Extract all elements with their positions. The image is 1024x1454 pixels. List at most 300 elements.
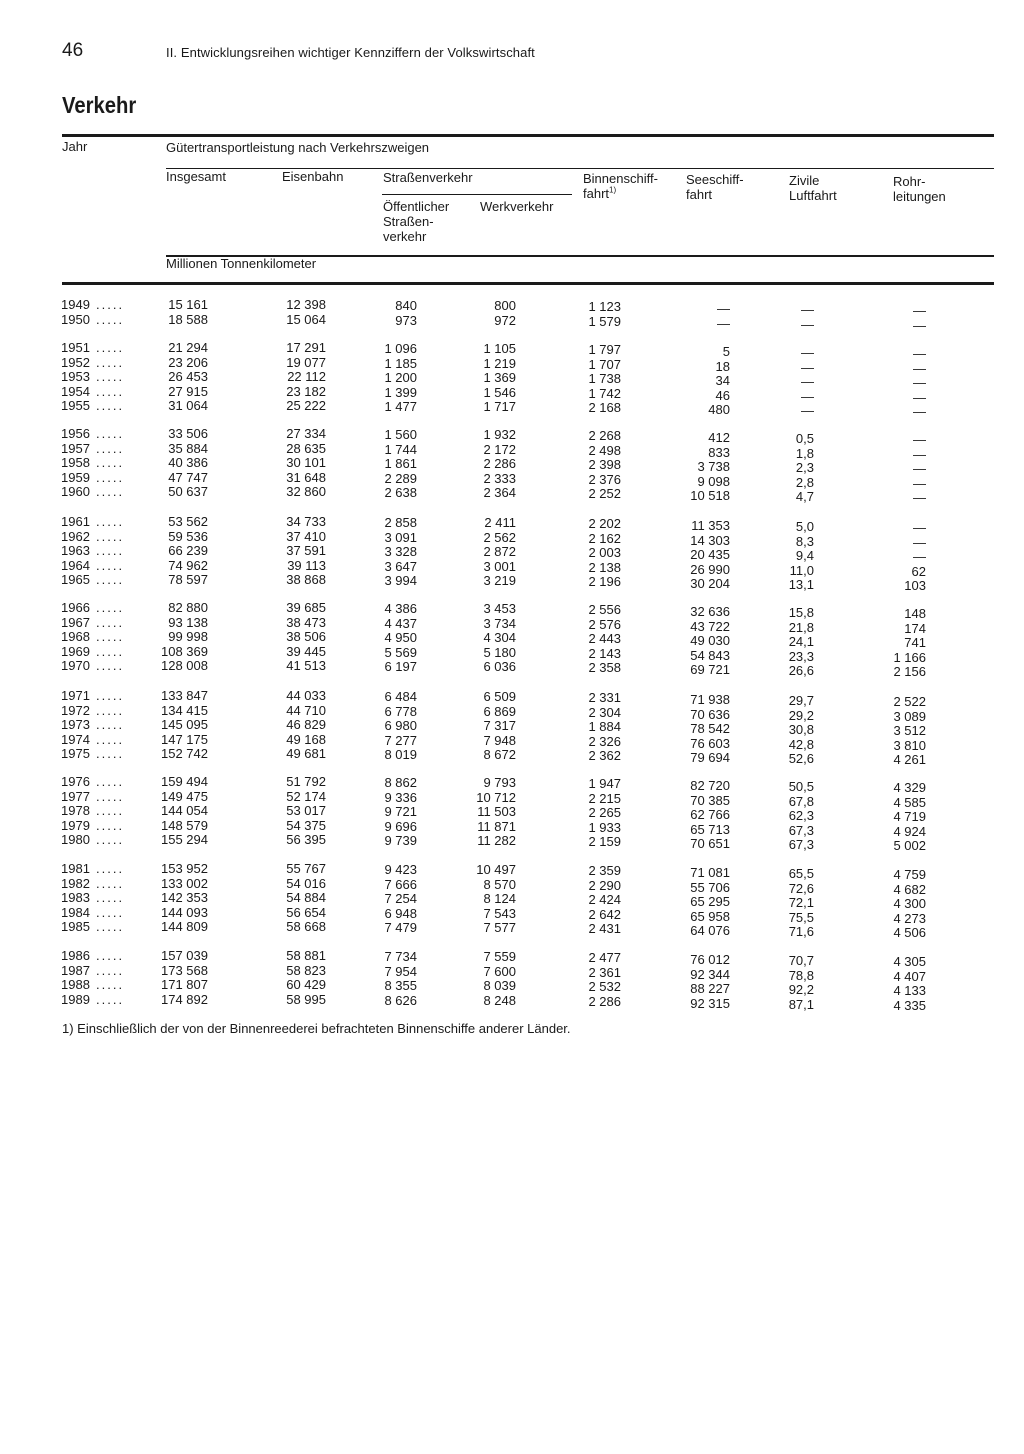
value-cell: 2 156	[893, 664, 926, 679]
value-cell: 1 399	[384, 384, 417, 400]
value-cell: 65,5	[788, 866, 814, 881]
leader-dots: .....	[96, 702, 125, 718]
year-cell: 1962	[61, 528, 90, 544]
footnote: 1) Einschließlich der von der Binnenreederei befrachteten Binnenschiffe anderer Länder.	[62, 1021, 571, 1036]
leader-dots: .....	[96, 629, 125, 644]
year-cell: 1986	[61, 948, 90, 963]
leader-dots: .....	[96, 469, 125, 485]
value-cell: 54 884	[286, 890, 326, 905]
value-cell: 3 328	[384, 544, 417, 559]
value-cell: 58 823	[286, 962, 326, 978]
header-road-works: Werkverkehr	[480, 199, 554, 214]
value-cell: 128 008	[161, 658, 208, 673]
year-cell: 1979	[61, 817, 90, 833]
leader-dots: .....	[96, 774, 125, 789]
value-cell: —	[913, 461, 926, 476]
value-cell: 32 636	[690, 604, 730, 619]
table-row	[0, 340, 1024, 361]
value-cell: 8 019	[384, 747, 417, 762]
value-cell: 43 722	[690, 618, 730, 634]
table-row	[0, 643, 1024, 665]
leader-dots: .....	[96, 731, 125, 747]
value-cell: 93 138	[168, 614, 208, 630]
value-cell: 412	[708, 430, 730, 445]
value-cell: 56 654	[286, 904, 326, 920]
value-cell: —	[801, 403, 814, 418]
value-cell: 70 385	[690, 792, 730, 808]
value-cell: —	[913, 375, 926, 390]
value-cell: 65 958	[690, 908, 730, 924]
table-row	[0, 731, 1024, 753]
value-cell: 58 668	[286, 919, 326, 934]
table-row	[0, 455, 1024, 476]
value-cell: 2 872	[483, 544, 516, 559]
value-cell: 149 475	[161, 788, 208, 804]
value-cell: 152 742	[161, 746, 208, 761]
value-cell: 2,3	[795, 460, 814, 475]
header-year: Jahr	[62, 139, 88, 154]
value-cell: 7 559	[483, 949, 516, 964]
table-row	[0, 948, 1024, 969]
value-cell: 2 443	[588, 631, 621, 646]
leader-dots: .....	[96, 948, 125, 963]
value-cell: 23 206	[168, 354, 208, 370]
value-cell: 1 166	[893, 649, 926, 665]
table-row	[0, 440, 1024, 462]
table-row	[0, 614, 1024, 636]
year-cell: 1953	[61, 369, 90, 384]
value-cell: 2 364	[483, 485, 516, 500]
leader-dots: .....	[96, 557, 125, 573]
header-total: Insgesamt	[166, 169, 226, 184]
year-cell: 1951	[61, 340, 90, 355]
value-cell: 3 734	[483, 615, 516, 631]
value-cell: 6 869	[483, 703, 516, 719]
value-cell: 49 030	[690, 633, 730, 648]
value-cell: 21 294	[168, 340, 208, 355]
value-cell: 133 002	[161, 875, 208, 891]
value-cell: 10 497	[476, 862, 516, 877]
leader-dots: .....	[96, 890, 125, 905]
leader-dots: .....	[96, 688, 125, 703]
section-title: Verkehr	[62, 92, 137, 118]
table-row	[0, 977, 1024, 998]
value-cell: 1 546	[483, 384, 516, 400]
value-cell: 800	[494, 298, 516, 313]
header-road-public-line1: Öffentlicher	[383, 199, 450, 214]
leader-dots: .....	[96, 543, 125, 558]
value-cell: 6 948	[384, 905, 417, 921]
value-cell: 49 168	[286, 731, 326, 747]
value-cell: 11 503	[477, 804, 516, 819]
value-cell: 2 638	[384, 485, 417, 500]
leader-dots: .....	[96, 643, 125, 659]
value-cell: 65 295	[690, 894, 730, 909]
value-cell: 58 881	[286, 948, 326, 963]
value-cell: 15 161	[168, 297, 208, 312]
leader-dots: .....	[96, 340, 125, 355]
value-cell: —	[913, 317, 926, 333]
value-cell: 60 429	[286, 977, 326, 992]
value-cell: 82 720	[690, 778, 730, 793]
value-cell: 39 445	[286, 643, 326, 659]
value-cell: 10 712	[476, 789, 516, 805]
value-cell: 4 950	[384, 630, 417, 645]
value-cell: 174 892	[161, 991, 208, 1007]
value-cell: 2 361	[588, 964, 621, 980]
table-row	[0, 962, 1024, 984]
value-cell: 30,8	[788, 722, 814, 737]
value-cell: 50 637	[168, 484, 208, 499]
value-cell: 9 721	[384, 804, 417, 819]
value-cell: 9,4	[795, 548, 814, 563]
value-cell: —	[913, 404, 926, 419]
table-row	[0, 383, 1024, 405]
table-row	[0, 528, 1024, 550]
table-row	[0, 297, 1024, 318]
year-cell: 1958	[61, 455, 90, 470]
value-cell: 5	[722, 344, 730, 359]
value-cell: 2 196	[588, 574, 621, 589]
value-cell: 2 286	[483, 456, 516, 471]
footnote-mark: 1)	[609, 185, 617, 195]
value-cell: 37 410	[286, 528, 326, 544]
value-cell: 4 305	[893, 954, 926, 969]
leader-dots: .....	[96, 817, 125, 833]
leader-dots: .....	[96, 832, 125, 847]
value-cell: 2 431	[588, 921, 621, 936]
value-cell: 174	[904, 620, 926, 636]
value-cell: 18 588	[168, 311, 208, 327]
value-cell: 66 239	[168, 543, 208, 558]
value-cell: 1 932	[483, 427, 516, 442]
value-cell: 1 123	[588, 299, 621, 314]
leader-dots: .....	[96, 440, 125, 456]
value-cell: 50,5	[788, 779, 814, 794]
value-cell: 4,7	[795, 489, 814, 504]
value-cell: 42,8	[788, 736, 814, 752]
leader-dots: .....	[96, 717, 125, 732]
value-cell: 144 054	[161, 803, 208, 818]
table-row	[0, 311, 1024, 333]
table-row	[0, 861, 1024, 882]
value-cell: 4 300	[893, 896, 926, 911]
year-cell: 1981	[61, 861, 90, 876]
value-cell: 0,5	[795, 431, 814, 446]
value-cell: 4 759	[893, 867, 926, 882]
header-pipe-line1: Rohr-	[893, 174, 926, 189]
value-cell: 7 577	[483, 920, 516, 935]
value-cell: 3 647	[384, 558, 417, 574]
value-cell: 9 336	[384, 789, 417, 805]
year-cell: 1949	[61, 297, 90, 312]
year-cell: 1952	[61, 354, 90, 370]
value-cell: 14 303	[690, 532, 730, 548]
value-cell: 7 954	[384, 963, 417, 979]
leader-dots: .....	[96, 788, 125, 804]
value-cell: 4 261	[893, 752, 926, 767]
value-cell: 1 200	[384, 370, 417, 385]
value-cell: 74 962	[168, 557, 208, 573]
value-cell: —	[913, 346, 926, 361]
value-cell: 27 915	[168, 383, 208, 399]
value-cell: 7 734	[384, 949, 417, 964]
value-cell: 26 990	[690, 561, 730, 577]
year-cell: 1972	[61, 702, 90, 718]
table-row	[0, 919, 1024, 940]
value-cell: 62 766	[690, 807, 730, 822]
value-cell: 3 512	[893, 723, 926, 738]
table-row	[0, 875, 1024, 897]
value-cell: 46	[715, 387, 730, 403]
table-row	[0, 688, 1024, 709]
value-cell: 7 479	[384, 920, 417, 935]
value-cell: 1 933	[588, 819, 621, 835]
value-cell: 8 672	[483, 747, 516, 762]
value-cell: —	[913, 360, 926, 376]
leader-dots: .....	[96, 297, 125, 312]
value-cell: 58 995	[286, 991, 326, 1007]
year-cell: 1985	[61, 919, 90, 934]
value-cell: 2 162	[588, 530, 621, 546]
value-cell: —	[913, 520, 926, 535]
value-cell: 133 847	[161, 688, 208, 703]
value-cell: 3 453	[483, 601, 516, 616]
value-cell: 8 039	[483, 978, 516, 993]
header-sea-line1: Seeschiff-	[686, 172, 744, 187]
value-cell: 2 562	[483, 529, 516, 545]
value-cell: 2 424	[588, 892, 621, 907]
value-cell: 9 098	[697, 473, 730, 489]
year-cell: 1956	[61, 426, 90, 441]
value-cell: 38 868	[286, 572, 326, 587]
value-cell: 147 175	[161, 731, 208, 747]
value-cell: 52 174	[286, 788, 326, 804]
table-row	[0, 746, 1024, 767]
value-cell: 76 012	[690, 952, 730, 967]
value-cell: 75,5	[788, 909, 814, 925]
value-cell: 17 291	[286, 340, 326, 355]
year-cell: 1970	[61, 658, 90, 673]
value-cell: 41 513	[286, 658, 326, 673]
value-cell: 6 980	[384, 718, 417, 733]
value-cell: 22 112	[287, 369, 326, 384]
value-cell: —	[801, 345, 814, 360]
value-cell: 7 600	[483, 963, 516, 979]
year-cell: 1973	[61, 717, 90, 732]
leader-dots: .....	[96, 875, 125, 891]
value-cell: 1 797	[588, 342, 621, 357]
value-cell: 44 033	[286, 688, 326, 703]
value-cell: 62,3	[788, 808, 814, 823]
value-cell: 1 105	[483, 341, 516, 356]
table-row	[0, 774, 1024, 795]
value-cell: 2 359	[588, 863, 621, 878]
value-cell: 4 407	[893, 968, 926, 984]
value-cell: 1 185	[384, 355, 417, 371]
value-cell: 3 001	[483, 558, 516, 574]
leader-dots: .....	[96, 600, 125, 615]
value-cell: 134 415	[161, 702, 208, 718]
year-cell: 1965	[61, 572, 90, 587]
value-cell: 2 333	[483, 470, 516, 486]
leader-dots: .....	[96, 572, 125, 587]
table-row	[0, 369, 1024, 390]
value-cell: 65 713	[690, 821, 730, 837]
value-cell: 2 376	[588, 471, 621, 487]
value-cell: 69 721	[690, 662, 730, 677]
value-cell: 1 861	[384, 456, 417, 471]
value-cell: 49 681	[286, 746, 326, 761]
value-cell: 171 807	[161, 977, 208, 992]
table-row	[0, 890, 1024, 911]
table-row	[0, 904, 1024, 926]
value-cell: 2 556	[588, 602, 621, 617]
value-cell: 5 569	[384, 644, 417, 660]
value-cell: —	[913, 490, 926, 505]
value-cell: —	[801, 302, 814, 317]
value-cell: 1 096	[384, 341, 417, 356]
value-cell: 78 597	[168, 572, 208, 587]
value-cell: 13,1	[788, 577, 814, 592]
value-cell: 26,6	[788, 663, 814, 678]
table-row	[0, 354, 1024, 376]
year-cell: 1974	[61, 731, 90, 747]
value-cell: —	[717, 301, 730, 316]
leader-dots: .....	[96, 455, 125, 470]
value-cell: 4 682	[893, 881, 926, 897]
header-unit: Millionen Tonnenkilometer	[166, 256, 317, 271]
value-cell: 159 494	[161, 774, 208, 789]
value-cell: 972	[494, 312, 516, 328]
value-cell: 1 947	[588, 776, 621, 791]
year-cell: 1959	[61, 469, 90, 485]
value-cell: 1 717	[483, 399, 516, 414]
value-cell: 2 265	[588, 805, 621, 820]
leader-dots: .....	[96, 904, 125, 920]
leader-dots: .....	[96, 369, 125, 384]
year-cell: 1989	[61, 991, 90, 1007]
value-cell: 32 860	[286, 484, 326, 499]
value-cell: 38 473	[286, 614, 326, 630]
value-cell: 4 506	[893, 925, 926, 940]
value-cell: 70,7	[788, 953, 814, 968]
value-cell: 47 747	[168, 469, 208, 485]
value-cell: 2 202	[588, 516, 621, 531]
running-head: II. Entwicklungsreihen wichtiger Kennziffern der Volkswirtschaft	[166, 45, 535, 60]
table-row	[0, 543, 1024, 564]
value-cell: 51 792	[286, 774, 326, 789]
value-cell: 92 344	[690, 966, 730, 982]
value-cell: 2 215	[588, 790, 621, 806]
year-cell: 1975	[61, 746, 90, 761]
year-cell: 1978	[61, 803, 90, 818]
value-cell: 1 738	[588, 371, 621, 386]
header-inland-line2: fahrt$^{1)}$	[583, 185, 617, 201]
value-cell: 8 570	[483, 876, 516, 892]
value-cell: 59 536	[168, 528, 208, 544]
table-row	[0, 832, 1024, 853]
value-cell: 11 282	[477, 833, 516, 848]
value-cell: 157 039	[161, 948, 208, 963]
value-cell: 54 843	[690, 647, 730, 663]
value-cell: 1 884	[588, 719, 621, 734]
value-cell: 27 334	[286, 426, 326, 441]
year-cell: 1968	[61, 629, 90, 644]
value-cell: 3 994	[384, 573, 417, 588]
value-cell: 2 331	[588, 690, 621, 705]
value-cell: 3 089	[893, 708, 926, 724]
value-cell: 1 219	[483, 355, 516, 371]
value-cell: 1 744	[384, 441, 417, 457]
value-cell: 34	[715, 373, 730, 388]
value-cell: 52,6	[788, 751, 814, 766]
year-cell: 1969	[61, 643, 90, 659]
leader-dots: .....	[96, 383, 125, 399]
value-cell: 40 386	[168, 455, 208, 470]
value-cell: 71 938	[690, 692, 730, 707]
value-cell: 26 453	[168, 369, 208, 384]
value-cell: 5 180	[483, 644, 516, 660]
value-cell: 4 386	[384, 601, 417, 616]
value-cell: —	[913, 389, 926, 405]
value-cell: 2 498	[588, 442, 621, 458]
value-cell: 34 733	[286, 514, 326, 529]
value-cell: 23 182	[286, 383, 326, 399]
value-cell: 62	[911, 563, 926, 579]
header-air-line2: Luftfahrt	[789, 188, 837, 203]
year-cell: 1987	[61, 962, 90, 978]
leader-dots: .....	[96, 991, 125, 1007]
header-road-public-line2: Straßen-	[383, 214, 434, 229]
value-cell: 71 081	[690, 865, 730, 880]
value-cell: 2 289	[384, 470, 417, 486]
value-cell: 39 113	[287, 557, 326, 573]
value-cell: 3 091	[384, 529, 417, 545]
value-cell: 144 093	[161, 904, 208, 920]
value-cell: 2 576	[588, 616, 621, 632]
leader-dots: .....	[96, 746, 125, 761]
value-cell: 11 871	[477, 818, 516, 834]
value-cell: 8 862	[384, 775, 417, 790]
value-cell: 19 077	[286, 354, 326, 370]
value-cell: 44 710	[286, 702, 326, 718]
header-sea-line2: fahrt	[686, 187, 713, 202]
value-cell: 35 884	[168, 440, 208, 456]
value-cell: 30 101	[286, 455, 326, 470]
table-row	[0, 817, 1024, 839]
value-cell: 480	[708, 402, 730, 417]
year-cell: 1977	[61, 788, 90, 804]
value-cell: 8 124	[483, 891, 516, 906]
value-cell: 1 579	[588, 313, 621, 329]
table-row	[0, 788, 1024, 810]
value-cell: 2 290	[588, 877, 621, 893]
value-cell: 1,8	[795, 445, 814, 461]
value-cell: 2 362	[588, 748, 621, 763]
value-cell: 6 484	[384, 689, 417, 704]
year-cell: 1967	[61, 614, 90, 630]
value-cell: 741	[904, 635, 926, 650]
table-row	[0, 803, 1024, 824]
value-cell: 71,6	[788, 924, 814, 939]
value-cell: 142 353	[161, 890, 208, 905]
value-cell: 2 642	[588, 906, 621, 922]
value-cell: 973	[395, 312, 417, 328]
value-cell: —	[913, 534, 926, 550]
value-cell: 4 924	[893, 823, 926, 839]
value-cell: 37 591	[286, 543, 326, 558]
